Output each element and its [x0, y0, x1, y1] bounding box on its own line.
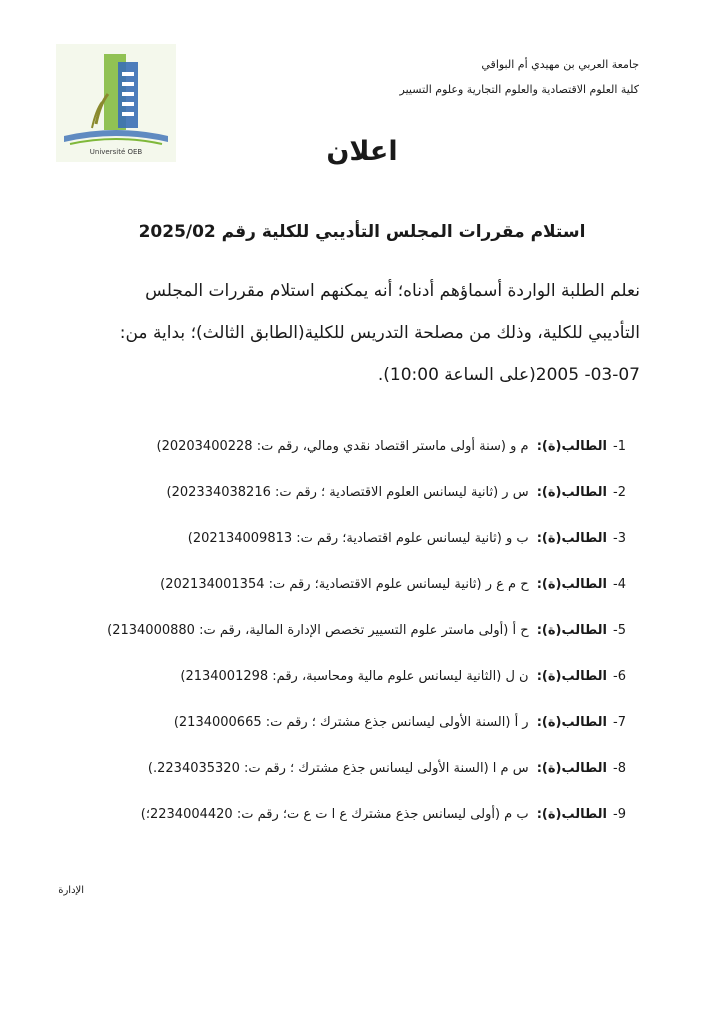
- item-detail: س م ا (السنة الأولى ليسانس جذع مشترك ؛ رقم ت: 2234035320.): [147, 761, 529, 776]
- item-label: الطالب(ة):: [536, 669, 608, 684]
- list-item: [66, 801, 626, 847]
- list-item: [66, 571, 626, 617]
- item-number: 3-: [613, 531, 626, 546]
- item-detail: س ر (ثانية ليسانس العلوم الاقتصادية ؛ رقم ت: 202334038216): [166, 485, 529, 500]
- item-detail: ح م ع ر (ثانية ليسانس علوم الاقتصادية؛ رقم ت: 202134001354): [160, 577, 529, 592]
- intro-paragraph: [52, 270, 640, 396]
- item-label: الطالب(ة):: [536, 761, 608, 776]
- item-detail: ر أ (السنة الأولى ليسانس جذع مشترك ؛ رقم ت: 2134000665): [173, 715, 529, 730]
- item-number: 2-: [613, 485, 626, 500]
- list-item: [66, 755, 626, 801]
- list-item: [66, 709, 626, 755]
- faculty-name: كلية العلوم الاقتصادية والعلوم التجارية وعلوم التسيير: [399, 83, 639, 96]
- item-label: الطالب(ة):: [536, 439, 608, 454]
- item-detail: ب و (ثانية ليسانس علوم اقتصادية؛ رقم ت: 202134009813): [187, 531, 529, 546]
- item-number: 8-: [613, 761, 626, 776]
- item-label: الطالب(ة):: [536, 485, 608, 500]
- item-detail: م و (سنة أولى ماستر اقتصاد نقدي ومالي، رقم ت: 20203400228): [156, 439, 529, 454]
- intro-line-1: نعلم الطلبة الواردة أسماؤهم أدناه؛ أنه يمكنهم استلام مقررات المجلس: [145, 281, 640, 301]
- item-detail: ن ل (الثانية ليسانس علوم مالية ومحاسبة، رقم: 2134001298): [180, 669, 529, 684]
- university-name: جامعة العربي بن مهيدي أم البواقي: [481, 58, 639, 71]
- item-number: 6-: [613, 669, 626, 684]
- list-item: [66, 479, 626, 525]
- document-header: [400, 52, 639, 102]
- intro-line-3: 03-07- 2005(على الساعة 10:00).: [377, 365, 640, 385]
- item-label: الطالب(ة):: [536, 531, 608, 546]
- item-label: الطالب(ة):: [536, 715, 608, 730]
- item-detail: ح أ (أولى ماستر علوم التسيير تخصص الإدارة المالية، رقم ت: 2134000880): [107, 623, 529, 638]
- item-number: 9-: [613, 807, 626, 822]
- item-number: 1-: [613, 439, 626, 454]
- svg-text:Université OEB: Université OEB: [89, 148, 143, 156]
- item-label: الطالب(ة):: [536, 807, 608, 822]
- list-item: [66, 525, 626, 571]
- students-list: [66, 433, 626, 847]
- item-detail: ب م (أولى ليسانس جذع مشترك ع ا ت ع ت؛ رقم ت: 2234004420؛): [140, 807, 529, 822]
- item-number: 7-: [613, 715, 626, 730]
- item-number: 4-: [613, 577, 626, 592]
- announcement-subject: استلام مقررات المجلس التأديبي للكلية رقم 2025/02: [138, 222, 586, 242]
- list-item: [66, 433, 626, 479]
- administration-signature: الإدارة: [58, 885, 84, 896]
- intro-line-2: التأديبي للكلية، وذلك من مصلحة التدريس للكلية(الطابق الثالث)؛ بداية من:: [119, 323, 640, 343]
- list-item: [66, 617, 626, 663]
- page-title: اعلان: [326, 136, 398, 167]
- list-item: [66, 663, 626, 709]
- item-label: الطالب(ة):: [536, 623, 608, 638]
- item-label: الطالب(ة):: [536, 577, 608, 592]
- item-number: 5-: [613, 623, 626, 638]
